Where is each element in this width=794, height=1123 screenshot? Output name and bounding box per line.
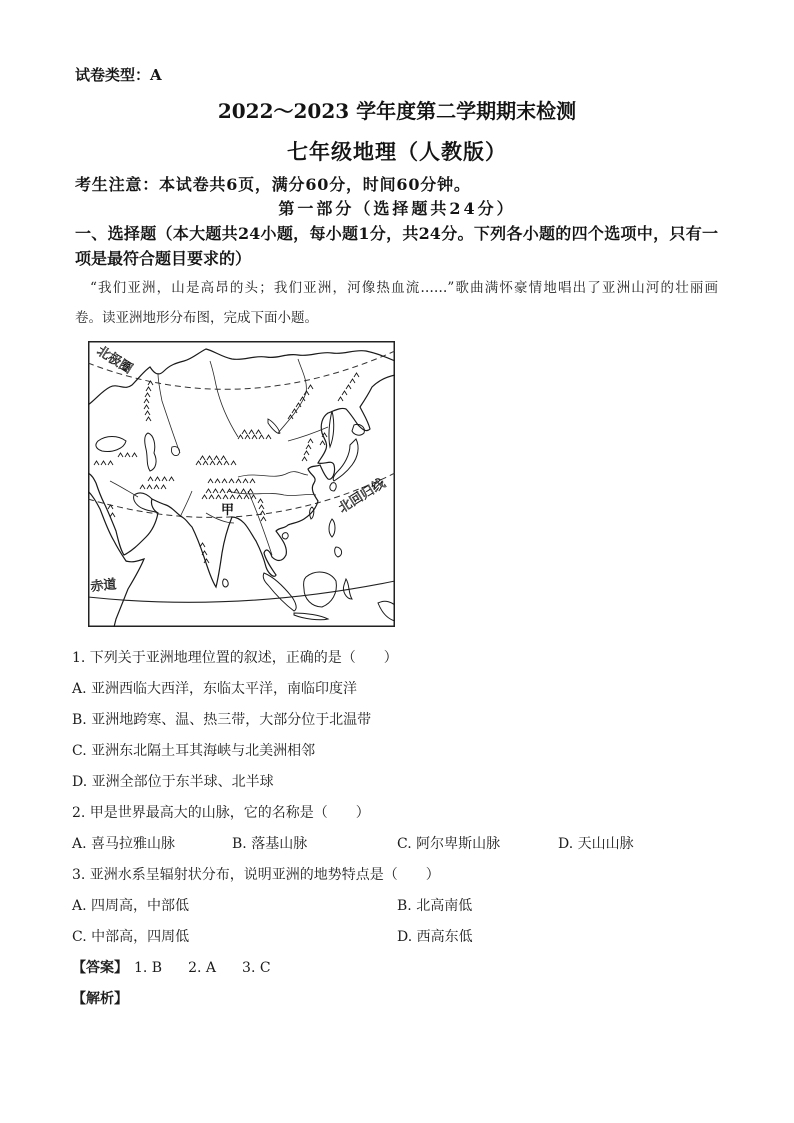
analysis-row	[72, 984, 752, 1015]
intro-text-line2: 卷。读亚洲地形分布图，完成下面小题。	[75, 310, 318, 326]
section-heading-line2: 项是最符合题目要求的）	[75, 249, 252, 268]
intro-text-line1: “我们亚洲，山是高昂的头；我们亚洲，河像热血流……”歌曲满怀豪情地唱出了亚洲山河的壮丽画	[90, 280, 718, 296]
question-3-option-d: D. 西高东低	[397, 929, 473, 945]
question-1-option-a: A. 亚洲西临大西洋，东临太平洋，南临印度洋	[72, 681, 358, 697]
question-3-option-a: A. 四周高，中部低	[72, 898, 190, 914]
answer-item-3: 3. C	[242, 960, 271, 976]
question-3-stem: 3. 亚洲水系呈辐射状分布，说明亚洲的地势特点是（ ）	[72, 867, 440, 883]
question-1-option-b: B. 亚洲地跨寒、温、热三带，大部分位于北温带	[72, 712, 372, 728]
question-2-option-b: B. 落基山脉	[232, 836, 308, 852]
exam-title: 2022～2023 学年度第二学期期末检测	[217, 99, 577, 123]
tropic-of-cancer-label: 北回归线	[336, 476, 389, 517]
equator-label: 赤道	[89, 577, 118, 595]
exam-notice: 考生注意：本试卷共6页，满分60分，时间60分钟。	[75, 175, 471, 194]
question-1-stem: 1. 下列关于亚洲地理位置的叙述，正确的是（ ）	[72, 650, 398, 666]
answer-label: 【答案】	[72, 960, 128, 976]
question-3-option-c: C. 中部高，四周低	[72, 929, 190, 945]
paper-type: 试卷类型：A	[75, 66, 162, 84]
asia-terrain-map	[88, 341, 395, 627]
question-2-option-d: D. 天山山脉	[558, 836, 634, 852]
question-2-stem: 2. 甲是世界最高大的山脉，它的名称是（ ）	[72, 805, 370, 821]
question-3-options-row2	[72, 922, 752, 953]
questions-block	[72, 643, 752, 1015]
answer-item-2: 2. A	[188, 960, 217, 976]
part-heading: 第一部分（选择题共24分）	[278, 199, 516, 218]
answer-row	[72, 953, 752, 984]
answer-item-1: 1. B	[134, 960, 163, 976]
question-2-option-a: A. 喜马拉雅山脉	[72, 836, 176, 852]
analysis-label: 【解析】	[72, 991, 128, 1007]
arctic-circle-label: 北极圈	[93, 343, 135, 378]
question-3-option-b: B. 北高南低	[397, 898, 473, 914]
question-1-option-c: C. 亚洲东北隔土耳其海峡与北美洲相邻	[72, 743, 316, 759]
question-3-options-row1	[72, 891, 752, 922]
asia-map-svg	[88, 341, 395, 627]
mountain-jia-label: 甲	[221, 503, 235, 518]
question-2-option-c: C. 阿尔卑斯山脉	[397, 836, 501, 852]
question-2-options	[72, 829, 752, 860]
question-1-option-d: D. 亚洲全部位于东半球、北半球	[72, 774, 274, 790]
section-heading-line1: 一、选择题（本大题共24小题，每小题1分，共24分。下列各小题的四个选项中，只有一	[75, 224, 718, 243]
exam-subtitle: 七年级地理（人教版）	[287, 139, 507, 164]
